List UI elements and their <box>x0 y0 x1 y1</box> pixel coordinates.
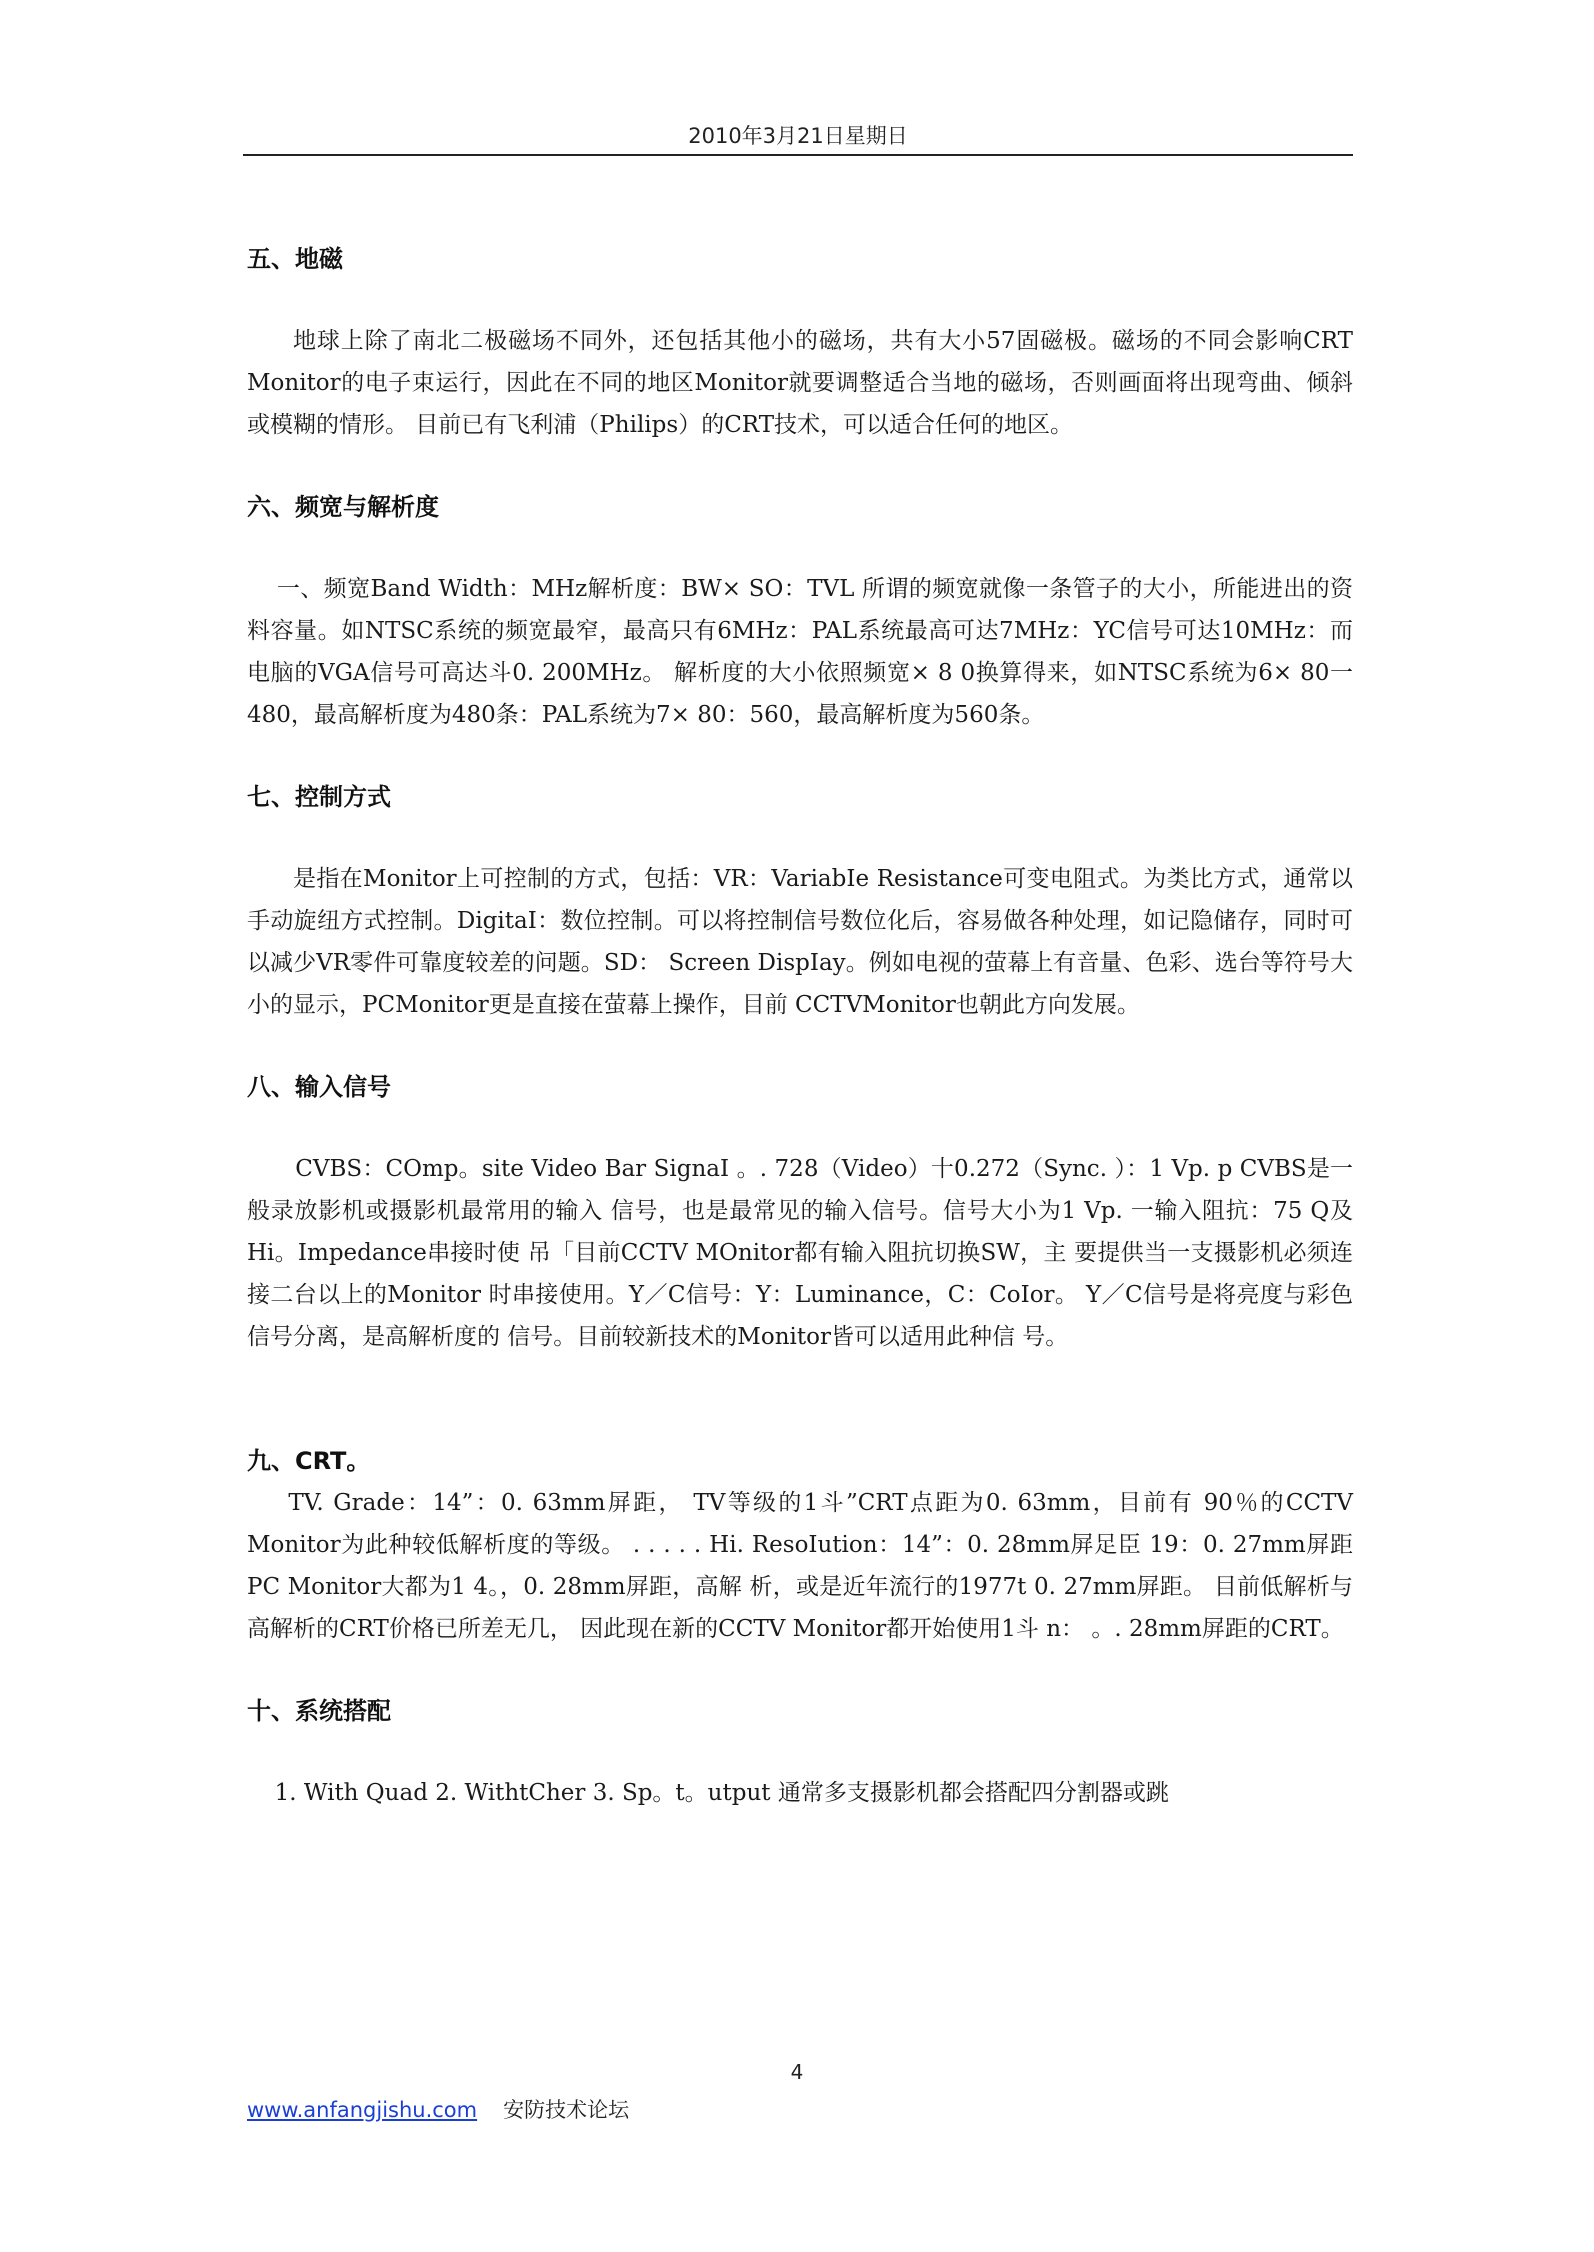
page-header-date: 2010年3月21日星期日 <box>688 124 908 148</box>
section-paragraph: CVBS：COmp。site Video Bar SignaI 。. 728（Video）十0.272（Sync. ）：1 Vp. p CVBS是一般录放影机或摄影机最常用的输入 信号，也是最常见的输入信号。信号大小为1 Vp. 一输入阻抗：75 Q及Hi。Impedance串接时使 吊「目前CCTV MOnitor都有输入阻抗切换SW，主 要提供当一支摄影机必须连接二台以上的Monitor 时串接使用。Y／C信号：Y：Luminance，C：CoIor。 Y／C信号是将亮度与彩色信号分离，是高解析度的 信号。目前较新技术的Monitor皆可以适用此种信 号。 <box>247 1156 1353 1350</box>
section-paragraph: 地球上除了南北二极磁场不同外，还包括其他小的磁场，共有大小57固磁极。磁场的不同会影响CRT Monitor的电子束运行，因此在不同的地区Monitor就要调整适合当地的磁场，否则画面将出现弯曲、倾斜或模糊的情形。 目前已有飞利浦（Philips）的CRT技术，可以适合任何的地区。 <box>247 328 1353 438</box>
section-control-method <box>247 776 1353 1066</box>
section-paragraph: 是指在Monitor上可控制的方式，包括：VR：VariabIe Resistance可变电阻式。为类比方式，通常以手动旋纽方式控制。DigitaI：数位控制。可以将控制信号数位化后，容易做各种处理，如记隐储存，同时可以减少VR零件可靠度较差的问题。SD： Screen DispIay。例如电视的萤幕上有音量、色彩、选台等符号大小的显示，PCMonitor更是直接在萤幕上操作，目前 CCTVMonitor也朝此方向发展。 <box>247 866 1353 1018</box>
section-paragraph: 1. With Quad 2. WithtCher 3. Sp。t。utput 通常多支摄影机都会搭配四分割器或跳 <box>274 1780 1169 1806</box>
section-crt <box>247 1440 1353 1690</box>
header-rule <box>243 154 1353 156</box>
section-paragraph: TV. Grade：14”：0. 63mm屏距， TV等级的1斗”CRT点距为0. 63mm，目前有 90％的CCTV Monitor为此种较低解析度的等级。 . . . . . Hi. ResoIution：14”：0. 28mm屏足臣 19：0. 27mm屏距 PC Monitor大都为1 4。，0. 28mm屏距，高解 析，或是近年流行的1977t 0. 27mm屏距。 目前低解析与高解析的CRT价格已所差无几， 因此现在新的CCTV Monitor都开始使用1斗 n： 。. 28mm屏距的CRT。 <box>247 1490 1353 1642</box>
section-title: 六、频宽与解析度 <box>247 493 439 521</box>
forum-name: 安防技术论坛 <box>503 2098 630 2122</box>
section-title: 八、输入信号 <box>247 1073 391 1101</box>
section-bandwidth-resolution <box>247 486 1353 776</box>
section-paragraph: 一、频宽Band Width：MHz解析度：BW× SO：TVL 所谓的频宽就像一条管子的大小，所能进出的资料容量。如NTSC系统的频宽最窄，最高只有6MHz：PAL系统最高可达7MHz：YC信号可达10MHz：而电脑的VGA信号可高达斗0. 200MHz。 解析度的大小依照频宽× 8 0换算得来，如NTSC系统为6× 80一480，最高解析度为480条：PAL系统为7× 80：560，最高解析度为560条。 <box>247 576 1353 728</box>
document-body <box>247 238 1353 1814</box>
website-link[interactable]: www.anfangjishu.com <box>247 2098 478 2122</box>
page-footer <box>247 2094 629 2124</box>
section-title: 七、控制方式 <box>247 783 391 811</box>
section-system-matching <box>247 1690 1353 1814</box>
section-geomagnetism <box>247 238 1353 486</box>
section-input-signal <box>247 1066 1353 1440</box>
section-title: 九、CRT。 <box>247 1447 371 1475</box>
section-title: 十、系统搭配 <box>247 1697 391 1725</box>
section-title: 五、地磁 <box>247 245 343 273</box>
page-number: 4 <box>790 2060 804 2084</box>
